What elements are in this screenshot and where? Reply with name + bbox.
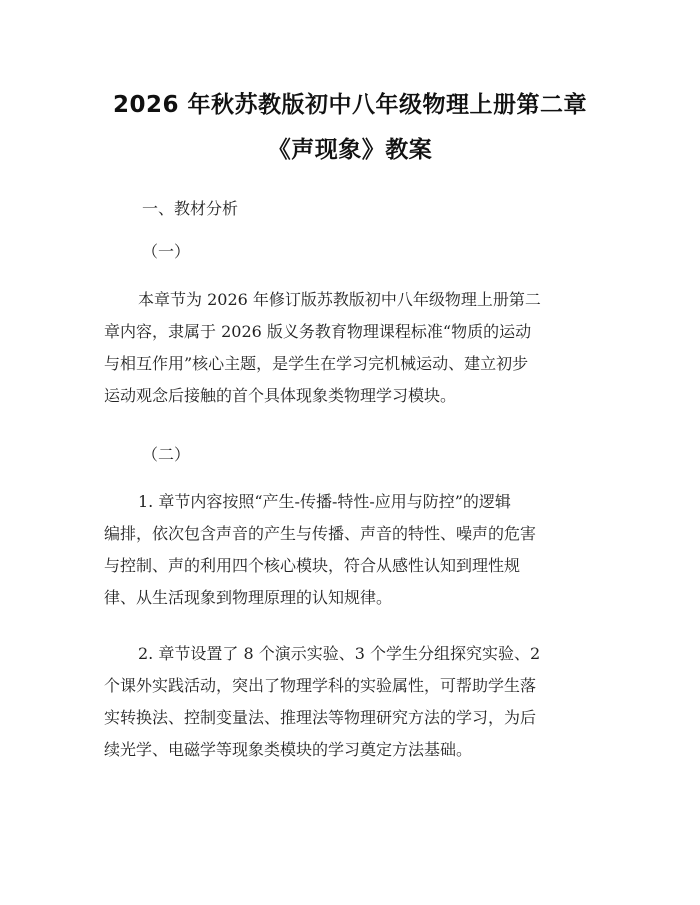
subsection-heading-1: （一） — [142, 242, 191, 261]
paragraph-line: 章内容，隶属于 2026 版义务教育物理课程标准“物质的运动 — [104, 322, 532, 341]
document-title-line-1: 2026 年秋苏教版初中八年级物理上册第二章 — [112, 92, 588, 118]
paragraph-line: 2. 章节设置了 8 个演示实验、3 个学生分组探究实验、2 — [138, 644, 541, 663]
paragraph-line: 与控制、声的利用四个核心模块，符合从感性认知到理性规 — [104, 556, 521, 575]
paragraph-line: 实转换法、控制变量法、推理法等物理研究方法的学习，为后 — [104, 708, 537, 727]
paragraph-line: 编排，依次包含声音的产生与传播、声音的特性、噪声的危害 — [104, 524, 537, 543]
paragraph-line: 本章节为 2026 年修订版苏教版初中八年级物理上册第二 — [138, 290, 541, 309]
section-heading-textbook-analysis: 一、教材分析 — [142, 199, 239, 218]
paragraph-line: 运动观念后接触的首个具体现象类物理学习模块。 — [104, 386, 457, 405]
paragraph-chapter-overview — [104, 284, 600, 412]
document-title-line-2: 《声现象》教案 — [267, 137, 433, 163]
paragraph-experiments — [104, 638, 600, 766]
paragraph-content-structure — [104, 486, 600, 614]
paragraph-line: 个课外实践活动，突出了物理学科的实验属性，可帮助学生落 — [104, 676, 537, 695]
paragraph-line: 续光学、电磁学等现象类模块的学习奠定方法基础。 — [104, 740, 473, 759]
subsection-heading-2: （二） — [142, 445, 191, 464]
paragraph-line: 与相互作用”核心主题，是学生在学习完机械运动、建立初步 — [104, 354, 529, 373]
paragraph-line: 律、从生活现象到物理原理的认知规律。 — [104, 588, 393, 607]
paragraph-line: 1. 章节内容按照“产生-传播-特性-应用与防控”的逻辑 — [138, 492, 511, 511]
